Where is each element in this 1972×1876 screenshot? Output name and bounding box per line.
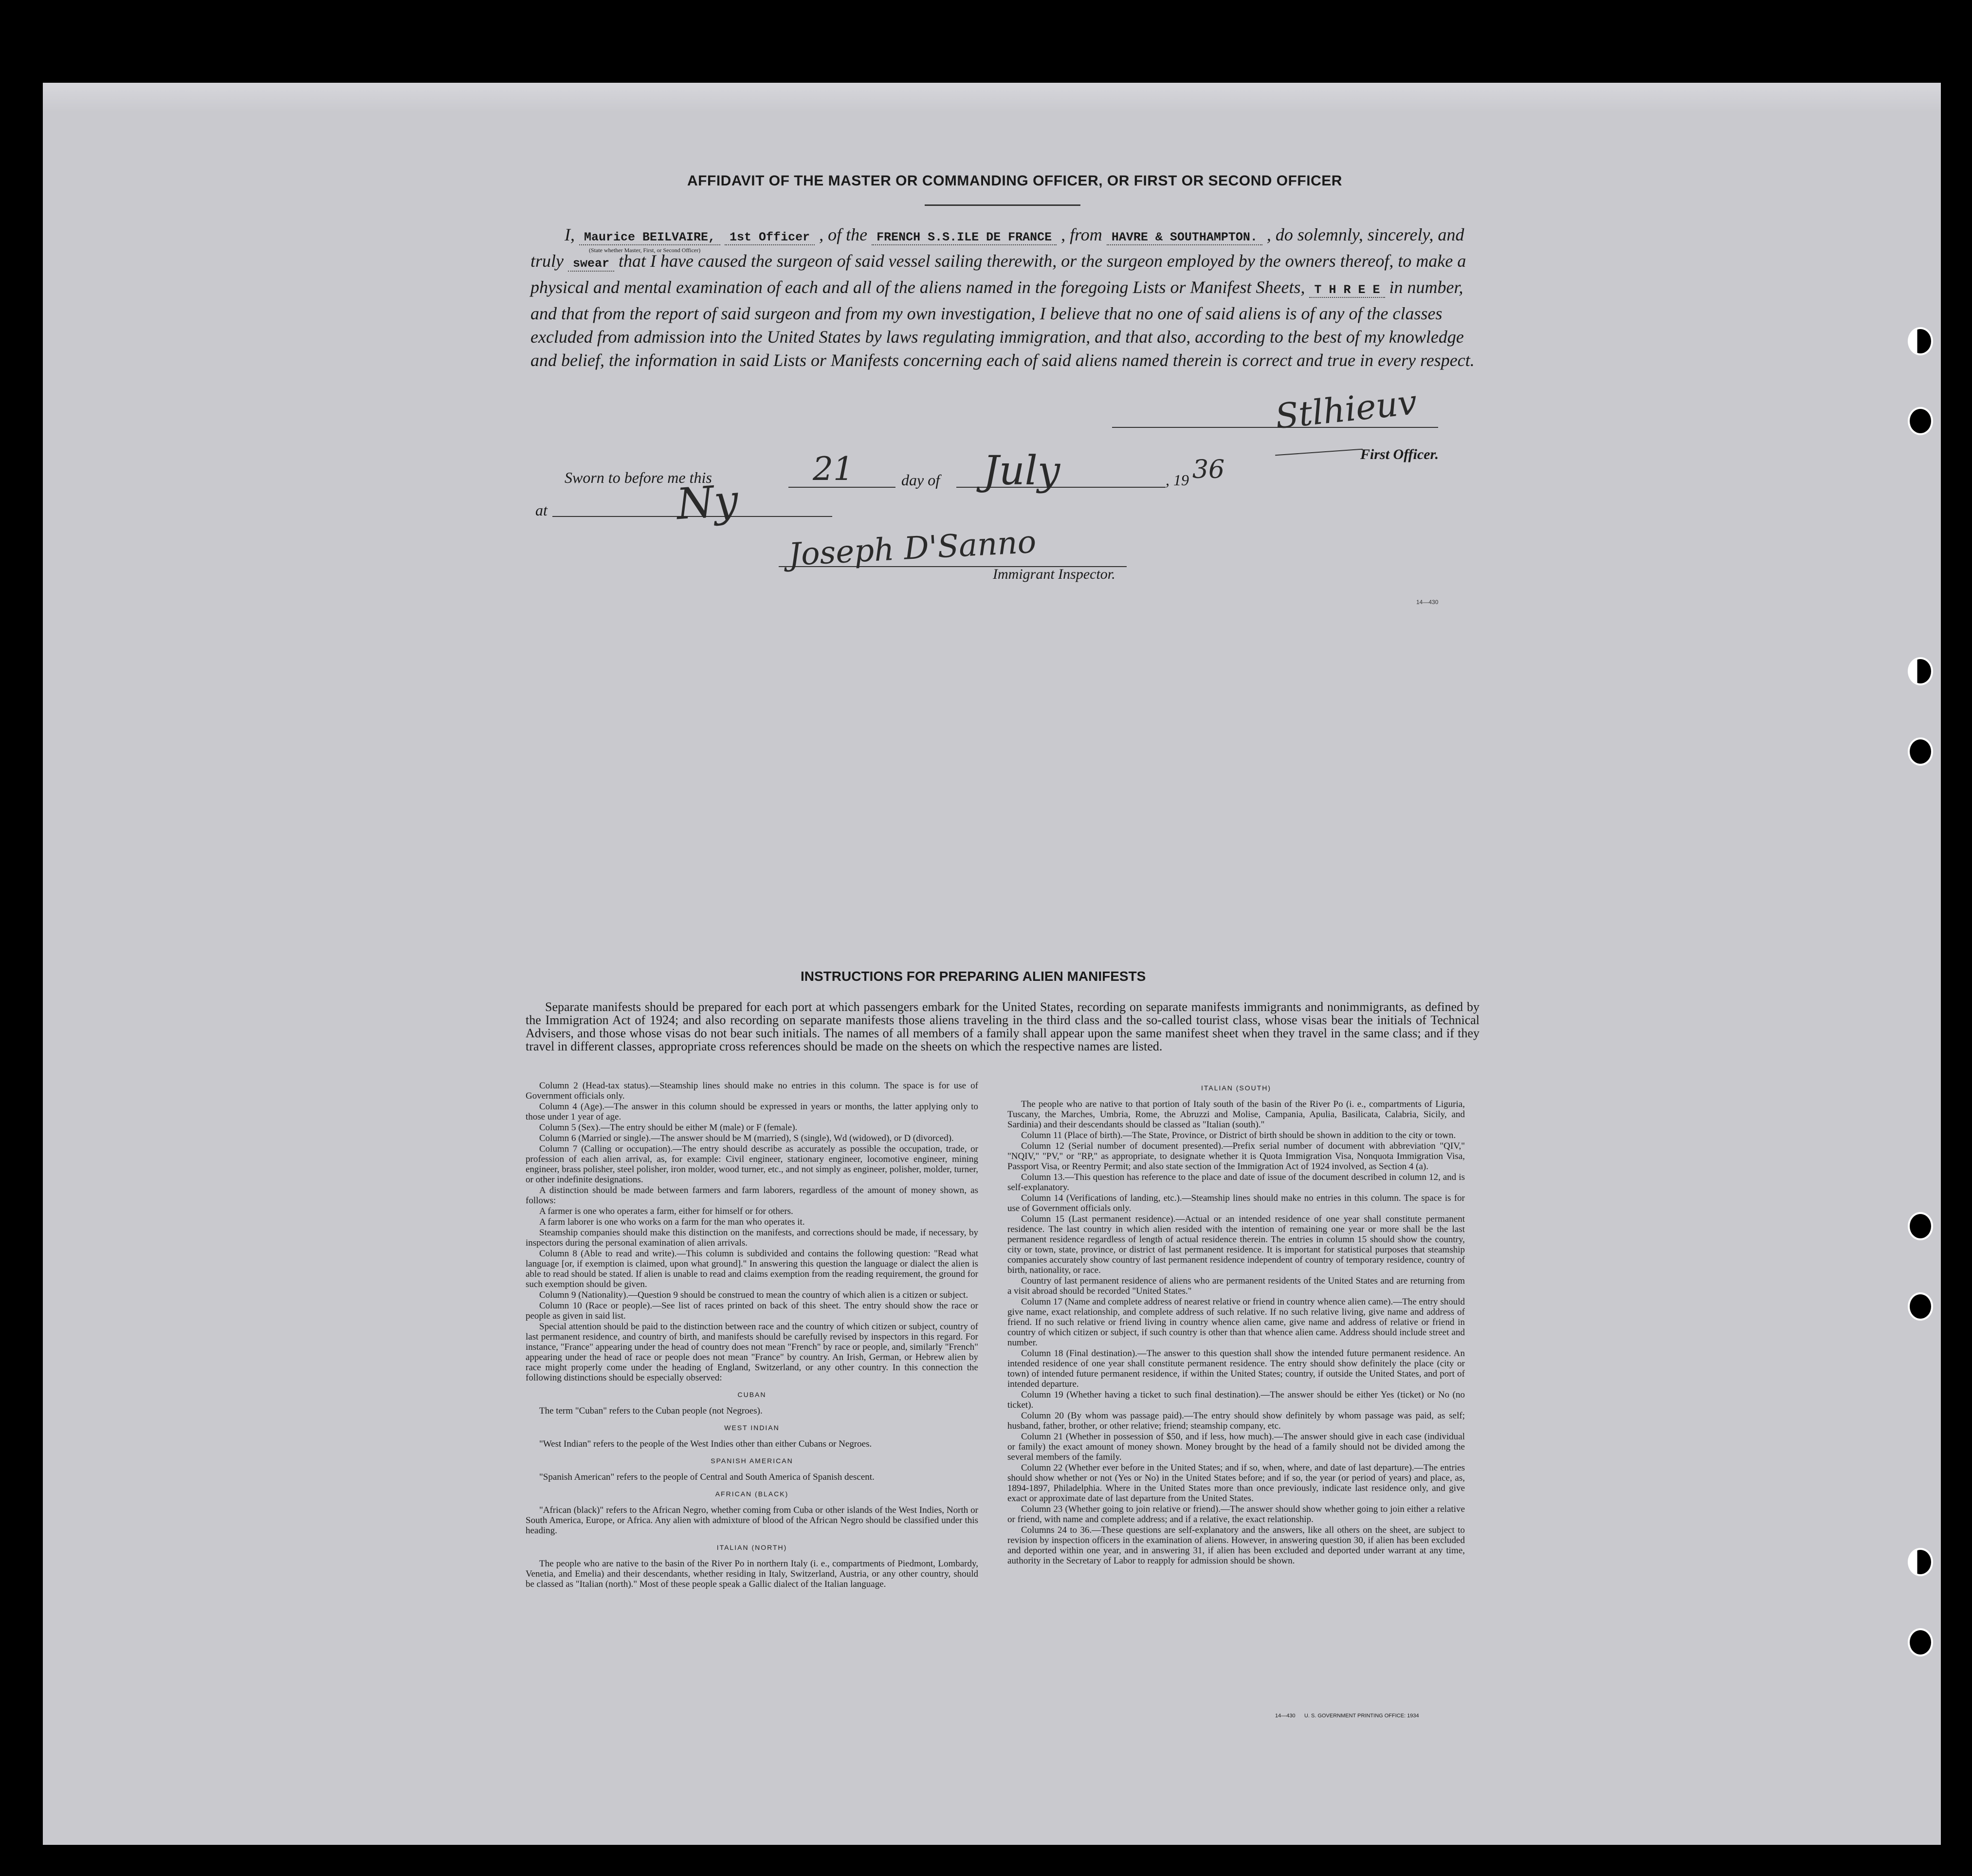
signer-title: First Officer. — [1360, 446, 1439, 462]
instructions-intro: Separate manifests should be prepared for each port at which passengers embark for the United States, recording on separate manifests immigrants and nonimmigrants, as defined by the Immigration Act of 1924; and also recording on separate manifests those aliens traveling in the third class and the so-called tourist class, whose visas bear the initials of Technical Advisers, and those whose visas do not bear such initials. The names of all members of a family shall appear upon the same manifest sheet when they travel in the same class; and if they travel in different classes, appropriate cross references should be made on the sheets on which the respective names are listed. — [526, 1000, 1479, 1053]
instruction-paragraph: Column 4 (Age).—The answer in this column should be expressed in years or months, the latter applying only to those under 1 year of age. — [526, 1102, 978, 1122]
instruction-paragraph: Steamship companies should make this distinction on the manifests, and corrections should be made, if necessary, by inspectors during the personal examination of alien arrivals. — [526, 1228, 978, 1248]
departure-ports: HAVRE & SOUTHAMPTON. — [1107, 230, 1262, 245]
instruction-paragraph: Column 21 (Whether in possession of $50, and if less, how much).—The answer should give in each case (individual or family) the exact amount of money shown. Money brought by the head of a family should not be divided among the several members of the family. — [1007, 1432, 1465, 1462]
officer-rank: 1st Officer — [725, 230, 815, 245]
section-heading: WEST INDIAN — [724, 1424, 780, 1432]
inspector-title: Immigrant Inspector. — [993, 566, 1115, 582]
binder-hole — [1908, 657, 1933, 685]
sheet-count: T H R E E — [1309, 283, 1385, 298]
instruction-paragraph: Column 8 (Able to read and write).—This column is subdivided and contains the following question: "Read what language [or, if exemption is claimed, upon what ground]." In answering this question the language or dialect the alien is able to read should be stated. If alien is unable to read and claims exemption from the reading requirement, the ground for such exemption should be given. — [526, 1249, 978, 1289]
instruction-paragraph: A farm laborer is one who works on a farm for the man who operates it. — [539, 1217, 805, 1227]
section-heading: CUBAN — [737, 1391, 767, 1398]
instructions-title: INSTRUCTIONS FOR PREPARING ALIEN MANIFESTS — [801, 969, 1146, 984]
section-heading: ITALIAN (NORTH) — [716, 1544, 787, 1551]
instruction-paragraph: Column 6 (Married or single).—The answer should be M (married), S (single), Wd (widowed), or D (divorced). — [539, 1133, 954, 1143]
instruction-paragraph: "African (black)" refers to the African Negro, whether coming from Cuba or other islands of the West Indies, North or South America, Europe, or Africa. Any alien with admixture of blood of the African Negro should be classified under this heading. — [526, 1505, 978, 1536]
sworn-text: Sworn to before me this — [565, 469, 712, 486]
instruction-paragraph: Column 7 (Calling or occupation).—The entry should describe as accurately as possible the occupation, trade, or profession of each alien arrival, as, for example: Civil engineer, stationary engineer, locomotive engineer, mining engineer, brass polisher, steel polisher, iron molder, wood turner, etc., and not simply as engineer, polisher, molder, turner, or other indefinite designations. — [526, 1144, 978, 1185]
affidavit-text-3: in number, and that from the report of said surgeon and from my own investigation, I believe that no one of said aliens is of any of the classes excluded from admission into the United States by laws regulating immigration, and that also, according to the best of my knowledge and belief, the information in said Lists or Manifests concerning each of said aliens named therein is correct and true in every respect. — [530, 277, 1475, 370]
sworn-day: 21 — [813, 450, 854, 488]
instruction-paragraph: Column 19 (Whether having a ticket to such final destination).—The answer should be either Yes (ticket) or No (no ticket). — [1007, 1390, 1465, 1410]
instruction-paragraph: Column 20 (By whom was passage paid).—The entry should show definitely by whom passage was paid, as self; husband, father, brother, or other relative; friend; steamship company, etc. — [1007, 1411, 1465, 1431]
instruction-paragraph: The people who are native to that portion of Italy south of the basin of the River Po (i. e., compartments of Liguria, Tuscany, the Marches, Umbria, Rome, the Abruzzi and Molise, Campania, Apulia, Basilicata, Calabria, Sicily, and Sardinia) and their descendants should be classed as "Italian (south)." — [1007, 1099, 1465, 1130]
of-the-text: , of the — [819, 225, 868, 244]
instruction-paragraph: A distinction should be made between farmers and farm laborers, regardless of the amount of money shown, as follows: — [526, 1185, 978, 1206]
instruction-paragraph: Column 22 (Whether ever before in the United States; and if so, when, where, and date of last departure).—The entries should show whether or not (Yes or No) in the United States before; and if so, the year (or period of years) and place, as, 1894-1897, Philadelphia. Where in the United States more than once previously, indicate last residence only, and give exact or approximate date of last departure from the United States. — [1007, 1463, 1465, 1504]
section-heading: SPANISH AMERICAN — [711, 1457, 793, 1465]
footer-imprint — [1275, 1713, 1470, 1719]
instruction-paragraph: Column 17 (Name and complete address of nearest relative or friend in country whence alien came).—The entry should give name, exact relationship, and complete address of such relative. If no such relative living, give name and address of friend. If no such relative or friend living in country whence alien came, give name and address of relative or friend in country of which citizen or subject, if such country is other than that whence alien came. Address should include street and number. — [1007, 1297, 1465, 1348]
instruction-paragraph: Column 23 (Whether going to join relative or friend).—The answer should show whether going to join either a relative or friend, with name and complete address; and if a relative, the exact relationship. — [1007, 1504, 1465, 1525]
inspector-signature: Joseph D'Sanno — [787, 524, 1037, 573]
binder-hole — [1908, 407, 1933, 435]
vessel-name: FRENCH S.S.ILE DE FRANCE — [872, 230, 1057, 245]
instruction-paragraph: The term "Cuban" refers to the Cuban people (not Negroes). — [539, 1406, 763, 1416]
signature-line — [1112, 427, 1438, 428]
instruction-paragraph: Column 9 (Nationality).—Question 9 should be construed to mean the country of which alien is a citizen or subject. — [539, 1290, 968, 1300]
section-heading: ITALIAN (SOUTH) — [1201, 1084, 1272, 1092]
instruction-paragraph: Column 15 (Last permanent residence).—Actual or an intended residence of one year shall constitute permanent residence. The last country in which alien resided with the intention of remaining one year or more shall be the last permanent residence regardless of length of actual residence therein. The entries in column 15 should show the country, city or town, state, province, or district of last permanent residence. It is important for statistical purposes that steamship companies accurately show country of last permanent residence independent of country of temporary residence, country of birth, nationality, or race. — [1007, 1214, 1465, 1275]
instruction-paragraph: A farmer is one who operates a farm, either for himself or for others. — [539, 1206, 793, 1216]
instruction-paragraph: Columns 24 to 36.—These questions are self-explanatory and the answers, like all others on the sheet, are subject to revision by inspection officers in the examination of aliens. However, in answering question 30, if alien has been excluded and deported within one year, and in answering 31, if alien has been excluded and deported under warrant at any time, authority in the Secretary of Labor to reapply for admission should be shown. — [1007, 1525, 1465, 1566]
section-heading: AFRICAN (BLACK) — [715, 1490, 789, 1498]
binder-hole — [1908, 737, 1933, 766]
instructions-left-column — [526, 1081, 978, 1590]
form-code: 14—430 — [1416, 599, 1439, 606]
instruction-paragraph: Column 2 (Head-tax status).—Steamship lines should make no entries in this column. The space is for use of Government officials only. — [526, 1081, 978, 1101]
instruction-paragraph: Column 5 (Sex).—The entry should be either M (male) or F (female). — [539, 1122, 798, 1133]
intro-word: I, — [565, 225, 575, 244]
instruction-paragraph: Column 10 (Race or people).—See list of races printed on back of this sheet. The entry should show the race or people as given in said list. — [526, 1301, 978, 1321]
from-text: , from — [1061, 225, 1102, 244]
instruction-paragraph: The people who are native to the basin of the River Po in northern Italy (i. e., compartments of Piedmont, Lombardy, Venetia, and Emelia) and their descendants, whether residing in Italy, Switzerland, Austria, or any other country, should be classed as "Italian (north)." Most of these people speak a Gallic dialect of the Italian language. — [526, 1559, 978, 1589]
rank-hint: (State whether Master, First, or Second Officer) — [589, 247, 701, 254]
footer-form-code: 14—430 — [1275, 1713, 1296, 1719]
instruction-paragraph: Country of last permanent residence of aliens who are permanent residents of the United States and are returning from a visit abroad should be recorded "United States." — [1007, 1276, 1465, 1296]
affidavit-title: AFFIDAVIT OF THE MASTER OR COMMANDING OFFICER, OR FIRST OR SECOND OFFICER — [687, 173, 1342, 189]
officer-signature: Stlhieuv — [1273, 382, 1419, 437]
year-suffix: 36 — [1192, 455, 1225, 484]
instructions-right-column — [1007, 1083, 1465, 1566]
do-text: , do solemnly, sincerely, and truly — [530, 225, 1464, 271]
instruction-paragraph: Column 11 (Place of birth).—The State, Province, or District of birth should be shown in addition to the city or town. — [1021, 1130, 1456, 1140]
binder-hole — [1908, 327, 1933, 355]
affidavit-body — [530, 223, 1475, 372]
instruction-paragraph: "Spanish American" refers to the people of Central and South America of Spanish descent. — [539, 1472, 875, 1482]
title-divider — [925, 204, 1080, 206]
instruction-paragraph: Column 18 (Final destination).—The answer to this question shall show the intended future permanent residence. An intended residence of one year shall constitute permanent residence. The entry should show definitely the place (city or town) of intended future permanent residence, if within the United States; country, if outside the United States, and port of intended departure. — [1007, 1348, 1465, 1389]
year-prefix: , 19 — [1166, 471, 1189, 489]
binder-hole — [1908, 1292, 1933, 1321]
binder-hole — [1908, 1548, 1933, 1576]
instruction-paragraph: "West Indian" refers to the people of the West Indies other than either Cubans or Negroes. — [539, 1439, 872, 1449]
sworn-place: Ny — [675, 475, 740, 530]
instruction-paragraph: Special attention should be paid to the distinction between race and the country of which citizen or subject, country of last permanent residence, and country of birth, and manifests should be carefully revised by inspectors in this regard. For instance, "France" appearing under the head of country does not mean "French" by race or people, and, similarly "French" appearing under the head of race or people does not mean "France" by country. An Irish, German, or Hebrew alien by race might properly come under the heading of England, Switzerland, or any other country. In this connection the following distinctions should be especially observed: — [526, 1322, 978, 1383]
officer-name: Maurice BEILVAIRE, — [579, 230, 720, 245]
day-of-text: day of — [901, 471, 940, 489]
instruction-paragraph: Column 12 (Serial number of document presented).—Prefix serial number of document with abbreviation "QIV," "NQIV," "PV," or "RP," as appropriate, to designate whether it is Quota Immigration Visa, Nonquota Immigration Visa, Passport Visa, or Reentry Permit; and also state section of the Immigration Act of 1924 involved, as Section 4 (a). — [1007, 1141, 1465, 1172]
affidavit-text-2: that I have caused the surgeon of said vessel sailing therewith, or the surgeon employed by the owners thereof, to make a physical and mental examination of each and all of the aliens named in the foregoing Lists or Manifest Sheets, — [530, 251, 1466, 297]
sworn-month: July — [983, 448, 1060, 494]
sheet-top-edge — [43, 83, 1941, 112]
oath-type: swear — [568, 257, 614, 272]
printer-imprint: U. S. GOVERNMENT PRINTING OFFICE: 1934 — [1304, 1713, 1419, 1719]
instruction-paragraph: Column 14 (Verifications of landing, etc.).—Steamship lines should make no entries in this column. The space is for use of Government officials only. — [1007, 1193, 1465, 1214]
instruction-paragraph: Column 13.—This question has reference to the place and date of issue of the document described in column 12, and is self-explanatory. — [1007, 1172, 1465, 1193]
binder-hole — [1908, 1212, 1933, 1240]
binder-hole — [1908, 1628, 1933, 1656]
at-text: at — [535, 501, 548, 519]
